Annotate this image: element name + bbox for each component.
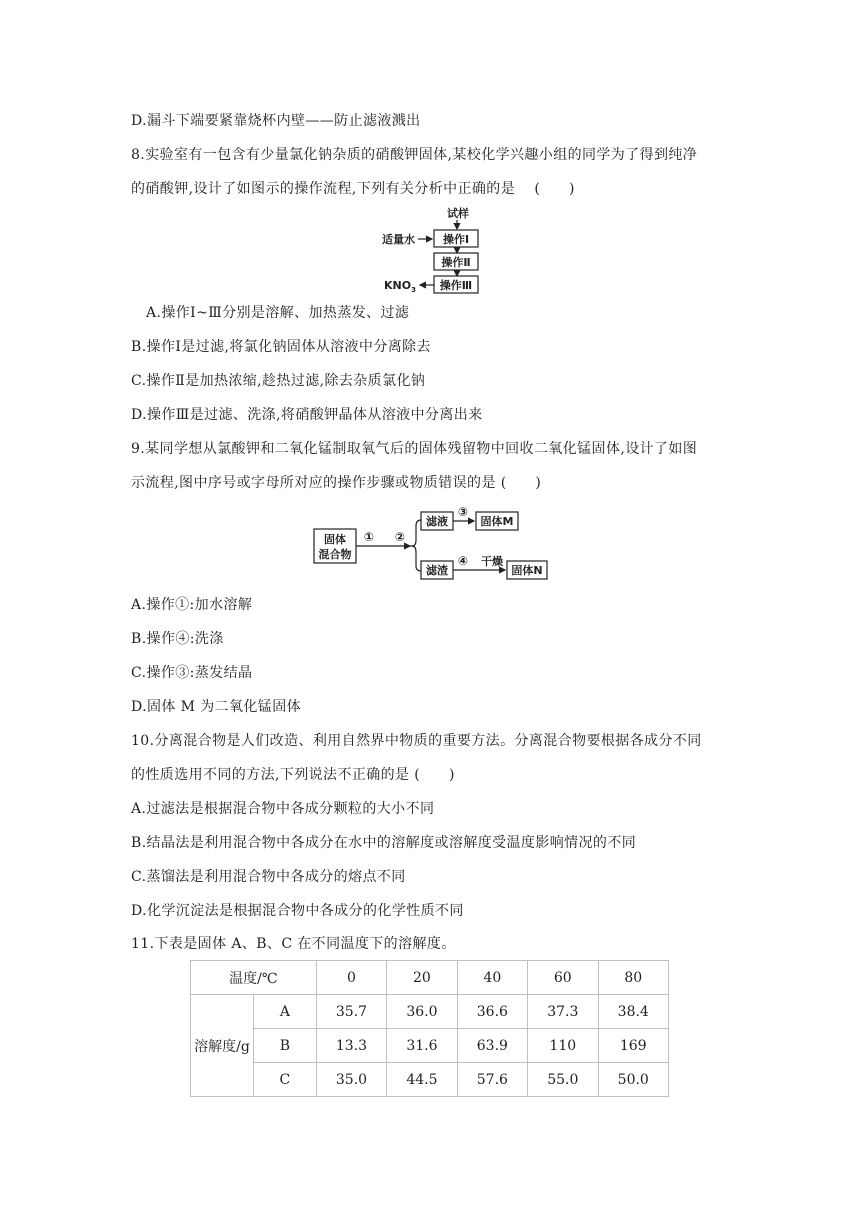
value-cell: 31.6 (387, 1029, 457, 1063)
q9-filtrate-label: 滤液 (426, 515, 448, 528)
q8-stem-line1: 8.实验室有一包含有少量氯化钠杂质的硝酸钾固体,某校化学兴趣小组的同学为了得到纯净 (131, 147, 698, 163)
value-cell: 38.4 (598, 995, 669, 1029)
value-cell: 63.9 (457, 1029, 527, 1063)
q8-water-label: 适量水 (382, 233, 415, 246)
q9-option-c: C.操作③:蒸发结晶 (131, 665, 253, 681)
value-cell: 35.7 (316, 995, 386, 1029)
value-cell: 57.6 (457, 1063, 527, 1097)
table-row (191, 1029, 669, 1063)
value-cell: 36.6 (457, 995, 527, 1029)
value-cell: 13.3 (316, 1029, 386, 1063)
q9-option-d: D.固体 M 为二氧化锰固体 (131, 699, 302, 715)
q9-step4-label: ④ (457, 554, 469, 568)
value-cell: 37.3 (528, 995, 598, 1029)
q8-option-b: B.操作Ⅰ是过滤,将氯化钠固体从溶液中分离除去 (131, 339, 431, 355)
q10-option-b: B.结晶法是利用混合物中各成分在水中的溶解度或溶解度受温度影响情况的不同 (131, 835, 637, 851)
row-label-cell: C (254, 1063, 317, 1097)
q9-step2-label: ② (394, 530, 406, 544)
value-cell: 169 (598, 1029, 669, 1063)
q9-start-label-2: 混合物 (318, 548, 352, 561)
q9-stem-line1: 9.某同学想从氯酸钾和二氧化锰制取氧气后的固体残留物中回收二氧化锰固体,设计了如图 (131, 441, 698, 457)
q8-option-a: A.操作Ⅰ~Ⅲ分别是溶解、加热蒸发、过滤 (146, 305, 410, 321)
q10-option-d: D.化学沉淀法是根据混合物中各成分的化学性质不同 (131, 903, 464, 919)
q9-residue-label: 滤渣 (426, 564, 448, 577)
row-label-cell: A (254, 995, 317, 1029)
q7-option-d: D.漏斗下端要紧靠烧杯内壁——防止滤液溅出 (131, 113, 421, 129)
q9-solid-m-label: 固体M (480, 515, 514, 528)
table-row (191, 1063, 669, 1097)
table-row (191, 995, 669, 1029)
q9-option-a: A.操作①:加水溶解 (131, 597, 253, 613)
q10-option-c: C.蒸馏法是利用混合物中各成分的熔点不同 (131, 869, 406, 885)
q8-op2-label: 操作Ⅱ (441, 256, 471, 269)
q8-product-label: $KNO_3$ (384, 279, 416, 294)
temp-cell: 20 (387, 961, 457, 995)
solubility-table (190, 960, 669, 1097)
q9-dry-label: 干燥 (481, 555, 503, 568)
q9-stem-line2: 示流程,图中序号或字母所对应的操作步骤或物质错误的是 ( ) (131, 475, 542, 491)
q8-op3-label: 操作Ⅲ (439, 279, 473, 292)
q8-op1-label: 操作Ⅰ (442, 233, 470, 246)
q8-option-c: C.操作Ⅱ是加热浓缩,趁热过滤,除去杂质氯化钠 (131, 373, 426, 389)
value-cell: 110 (528, 1029, 598, 1063)
temp-cell: 80 (598, 961, 669, 995)
solubility-group-cell: 溶解度/g (191, 995, 254, 1097)
temp-header-cell: 温度/℃ (191, 961, 317, 995)
q9-option-b: B.操作④:洗涤 (131, 631, 224, 647)
q8-flow-diagram (378, 203, 488, 295)
temp-cell: 60 (528, 961, 598, 995)
q9-step3-label: ③ (457, 505, 469, 519)
q10-stem-line1: 10.分离混合物是人们改造、利用自然界中物质的重要方法。分离混合物要根据各成分不同 (131, 733, 702, 749)
q9-start-label-1: 固体 (324, 533, 346, 546)
value-cell: 55.0 (528, 1063, 598, 1097)
q9-flow-diagram (312, 505, 552, 581)
value-cell: 36.0 (387, 995, 457, 1029)
q9-solid-n-label: 固体N (511, 564, 543, 577)
q8-stem-line2: 的硝酸钾,设计了如图示的操作流程,下列有关分析中正确的是 ( ) (131, 181, 575, 197)
q10-option-a: A.过滤法是根据混合物中各成分颗粒的大小不同 (131, 801, 435, 817)
value-cell: 44.5 (387, 1063, 457, 1097)
q10-stem-line2: 的性质选用不同的方法,下列说法不正确的是 ( ) (131, 767, 455, 783)
temp-cell: 40 (457, 961, 527, 995)
table-header-row (191, 961, 669, 995)
q11-stem: 11.下表是固体 A、B、C 在不同温度下的溶解度。 (131, 936, 456, 952)
value-cell: 35.0 (316, 1063, 386, 1097)
q8-sample-label: 试样 (447, 207, 469, 220)
q8-option-d: D.操作Ⅲ是过滤、洗涤,将硝酸钾晶体从溶液中分离出来 (131, 407, 483, 423)
temp-cell: 0 (316, 961, 386, 995)
q9-step1-label: ① (363, 530, 375, 544)
row-label-cell: B (254, 1029, 317, 1063)
value-cell: 50.0 (598, 1063, 669, 1097)
